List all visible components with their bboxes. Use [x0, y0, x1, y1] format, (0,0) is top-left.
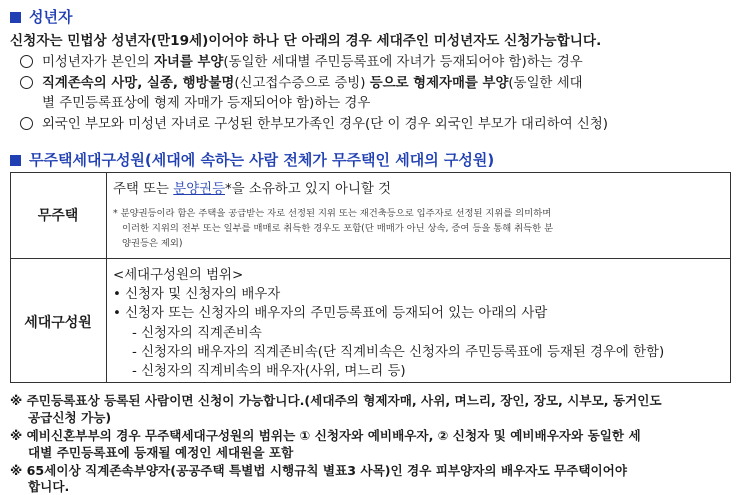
condition-item-2-cont: 별 주민등록표상에 형제 자매가 등재되어야 함)하는 경우 [42, 96, 371, 111]
note-2-cont: 대별 주민등록표에 등재될 예정인 세대원을 포함 [28, 445, 294, 460]
section-heading-adult: 성년자 [10, 6, 72, 27]
footnote-line-2: 이러한 지위의 전부 또는 일부를 매매로 취득한 경우도 포함(단 매매가 아닌 상속, 증여 등을 통해 취득한 분 [122, 223, 554, 234]
note-1-cont: 공급신청 가능) [28, 410, 112, 425]
row-label-household-member: 세대구성원 [24, 315, 92, 331]
circle-bullet-icon [20, 55, 33, 68]
condition-item-3: 외국인 부모와 미성년 자녀로 구성된 한부모가족인 경우(단 이 경우 외국인 부모가 대리하여 신청) [20, 113, 608, 132]
scope-dash-1: - 신청자의 직계존비속 [132, 326, 262, 341]
condition-item-1: 미성년자가 본인의 자녀를 부양(동일한 세대별 주민등록표에 자녀가 등재되어야 함)하는 경우 [20, 51, 583, 70]
note-3-cont: 합니다. [28, 479, 70, 494]
square-bullet-icon [10, 155, 21, 166]
note-1: ※ 주민등록표상 등록된 사람이면 신청이 가능합니다.(세대주의 형제자매, 사위, 며느리, 장인, 장모, 시부모, 동거인도 [10, 393, 662, 408]
table-row-divider [10, 258, 731, 259]
note-2: ※ 예비신혼부부의 경우 무주택세대구성원의 범위는 ① 신청자와 예비배우자, ② 신청자 및 예비배우자와 동일한 세 [10, 428, 641, 443]
scope-bullet-1: • 신청자 및 신청자의 배우자 [113, 287, 281, 302]
row-label-homeless: 무주택 [37, 208, 79, 224]
scope-dash-2: - 신청자의 배우자의 직계존비속(단 직계비속은 신청자의 주민등록표에 등재된 경우에 한함) [132, 345, 665, 360]
footnote-line-3: 양권등은 제외) [122, 238, 183, 249]
circle-bullet-icon [20, 117, 33, 130]
household-scope-title: <세대구성원의 범위> [113, 268, 244, 283]
condition-item-2: 직계존속의 사망, 실종, 행방불명(신고접수증으로 증빙) 등으로 형제자매를 부양(동일한 세대 [20, 72, 583, 91]
square-bullet-icon [10, 12, 21, 23]
note-3: ※ 65세이상 직계존속부양자(공공주택 특별법 시행규칙 별표3 사목)인 경우 피부양자의 배우자도 무주택이어야 [10, 463, 628, 478]
adult-intro-text: 신청자는 민법상 성년자(만19세)이어야 하나 단 아래의 경우 세대주인 미성년자도 신청가능합니다. [10, 33, 602, 49]
homeless-condition: 주택 또는 분양권등*을 소유하고 있지 아니할 것 [113, 182, 392, 197]
scope-dash-3: - 신청자의 직계비속의 배우자(사위, 며느리 등) [132, 364, 406, 379]
section-heading-homeless: 무주택세대구성원(세대에 속하는 사람 전체가 무주택인 세대의 구성원) [10, 149, 494, 170]
table-column-divider [106, 172, 107, 383]
scope-bullet-2: • 신청자 또는 신청자의 배우자의 주민등록표에 등재되어 있는 아래의 사람 [113, 306, 548, 321]
footnote-line-1: * 분양권등이라 함은 주택을 공급받는 자로 선정된 지위 또는 재건축등으로 입주자로 선정된 지위를 의미하며 [113, 208, 552, 219]
circle-bullet-icon [20, 76, 33, 89]
